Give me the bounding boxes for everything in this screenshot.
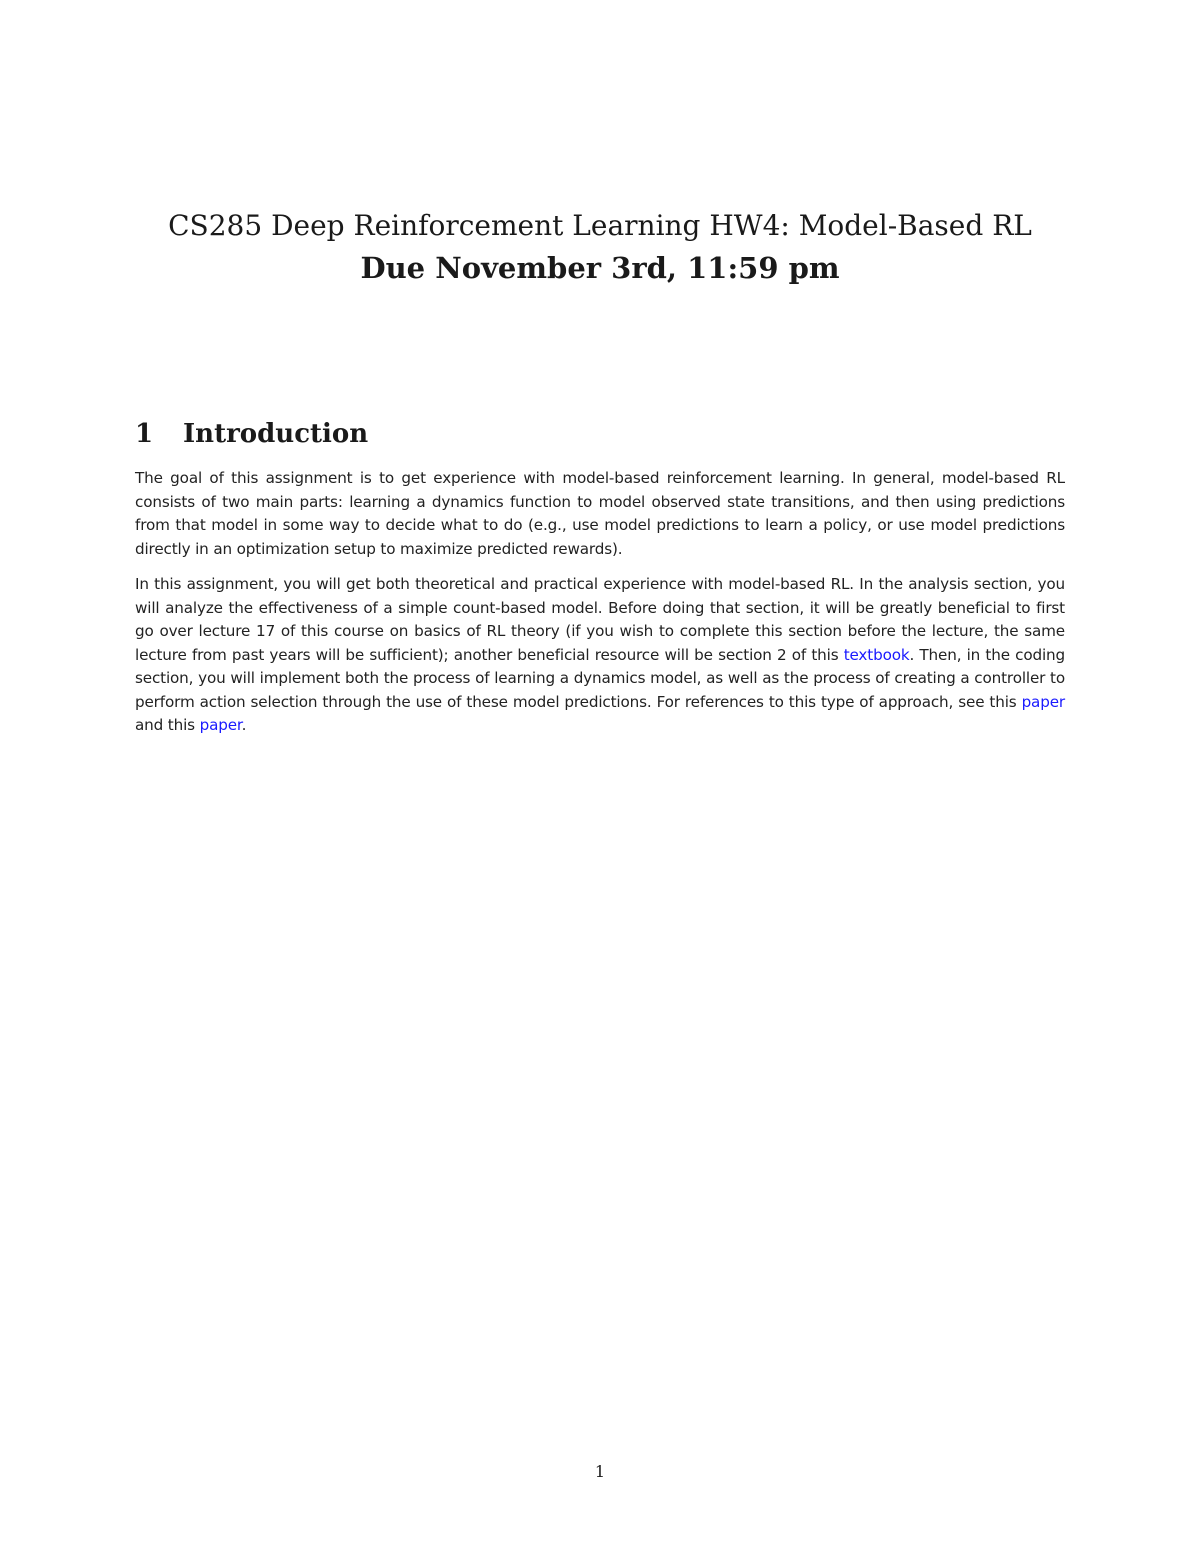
section-heading-introduction [135, 416, 368, 452]
paragraph-text: . Then, in the coding section, you will implement both the process of learning a dynamics model, as well as the process of creating a controller to perform action selection through the use of these model predictions. For references to this type of approach, see this [135, 645, 1065, 711]
textbook-link[interactable]: textbook [843, 645, 910, 664]
section-title: Introduction [183, 419, 369, 449]
paper-link-1[interactable]: paper [1021, 692, 1065, 711]
document-title: CS285 Deep Reinforcement Learning HW4: Model-Based RL [168, 209, 1032, 242]
section-number: 1 [135, 419, 154, 449]
page-number: 1 [594, 1462, 606, 1481]
intro-paragraph-1: The goal of this assignment is to get experience with model-based reinforcement learning. In general, model-based RL consists of two main parts: learning a dynamics function to model observed state transitions, and then using predictions from that model in some way to decide what to do (e.g., use model predictions to learn a policy, or use model predictions directly in an optimization setup to maximize predicted rewards). [135, 469, 1065, 558]
due-date: Due November 3rd, 11:59 pm [360, 251, 840, 285]
paper-link-2[interactable]: paper [199, 716, 242, 734]
intro-paragraph-2 [135, 573, 1065, 738]
paragraph-text: In this assignment, you will get both theoretical and practical experience with model-based RL. In the analysis section, you will analyze the effectiveness of a simple count-based model. Before doing that section, it will be greatly beneficial to first go over lecture 17 of this course on basics of RL theory (if you wish to complete this section before the lecture, the same lecture from past years will be sufficient); another beneficial resource will be section 2 of this [135, 575, 1065, 664]
paragraph-text: and this [135, 716, 200, 734]
paragraph-text: . [241, 716, 247, 734]
